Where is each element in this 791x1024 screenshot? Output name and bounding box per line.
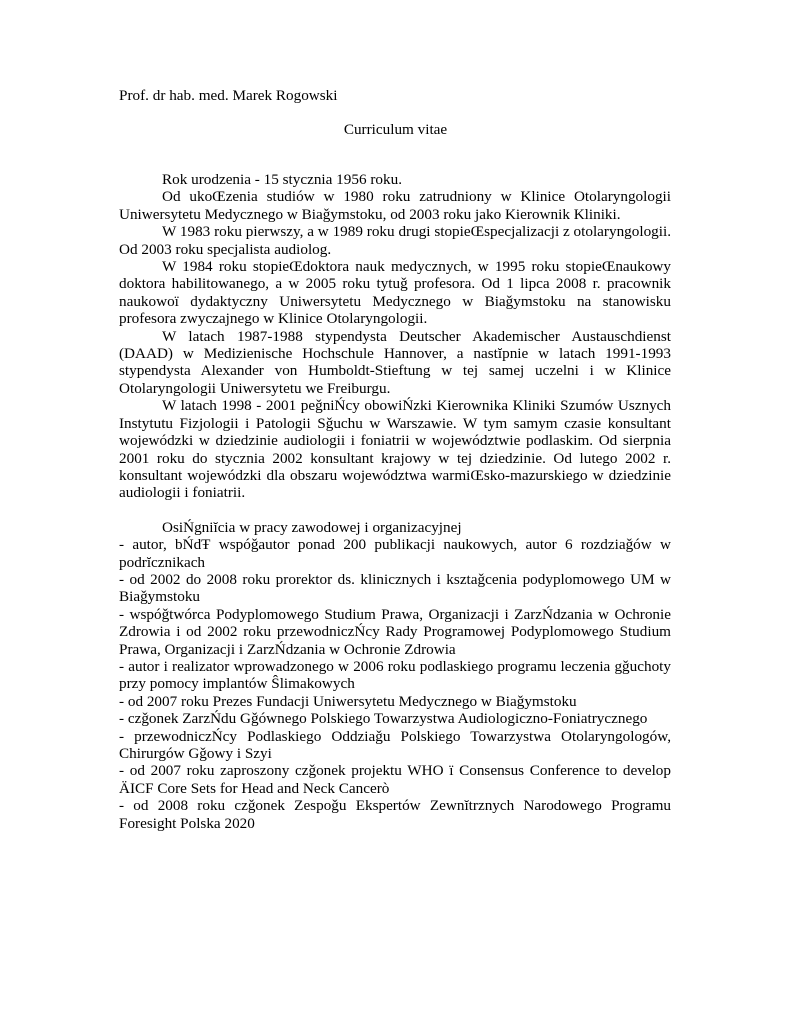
scholarships-paragraph: W latach 1987-1988 stypendysta Deutscher Akademischer Austauschdienst (DAAD) w Medizienische Hochschule Hannover, a nastĭpnie w latach 1991-1993 stypendysta Alexander von Humboldt-Stieftung w tej samej uczelni i w Klinice Otolaryngologii Uniwersytetu we Freiburgu. xyxy=(119,327,671,397)
author-line: Prof. dr hab. med. Marek Rogowski xyxy=(119,87,338,104)
list-item: - od 2008 roku czǧonek Zespoǧu Ekspertów Zewnĭtrznych Narodowego Programu Foresight Polska 2020 xyxy=(119,797,671,832)
positions-paragraph: W latach 1998 - 2001 peǧniŃcy obowiŃzki Kierownika Kliniki Szumów Usznych Instytutu Fizjologii i Patologii Sǧuchu w Warszawie. W tym samym czasie konsultant wojewódzki w dziedzinie audiologii i foniatrii w województwie podlaskim. Od sierpnia 2001 roku do stycznia 2002 konsultant krajowy w tej dziedzinie. Od lutego 2002 r. konsultant wojewódzki dla obszaru województwa warmiŒsko-mazurskiego w dziedzinie audiologii i foniatrii. xyxy=(119,397,671,502)
list-item: - przewodniczŃcy Podlaskiego Oddziaǧu Polskiego Towarzystwa Otolaryngologów, Chirurgów Gǧowy i Szyi xyxy=(119,727,671,762)
list-item: - autor, bŃdŦ wspóǧautor ponad 200 publikacji naukowych, autor 6 rozdziaǧów w podrĭcznikach xyxy=(119,536,671,571)
document-title: Curriculum vitae xyxy=(343,121,448,138)
list-item: - od 2007 roku Prezes Fundacji Uniwersytetu Medycznego w Biaǧymstoku xyxy=(119,692,577,710)
achievements-heading: OsiŃgniĭcia w pracy zawodowej i organizacyjnej xyxy=(162,518,462,536)
list-item: - od 2002 do 2008 roku prorektor ds. klinicznych i ksztaǧcenia podyplomowego UM w Biaǧymstoku xyxy=(119,570,671,606)
list-item: - autor i realizator wprowadzonego w 2006 roku podlaskiego programu leczenia gǧuchoty przy pomocy implantów Ŝlimakowych xyxy=(119,657,671,693)
employment-paragraph: Od ukoŒzenia studiów w 1980 roku zatrudniony w Klinice Otolaryngologii Uniwersytetu Medycznego w Biaǧymstoku, od 2003 roku jako Kierownik Kliniki. xyxy=(119,188,671,223)
degrees-paragraph: W 1984 roku stopieŒdoktora nauk medycznych, w 1995 roku stopieŒnaukowy doktora habilitowanego, a w 2005 roku tytuǧ profesora. Od 1 lipca 2008 r. pracownik naukowoï dydaktyczny Uniwersytetu Medycznego w Biaǧymstoku na stanowisku profesora zwyczajnego w Klinice Otolaryngologii. xyxy=(119,258,671,328)
birth-date-paragraph: Rok urodzenia - 15 stycznia 1956 roku. xyxy=(162,171,402,188)
list-item: - od 2007 roku zaproszony czǧonek projektu WHO ï Consensus Conference to develop ÄICF Core Sets for Head and Neck Cancerò xyxy=(119,762,671,797)
specialization-paragraph: W 1983 roku pierwszy, a w 1989 roku drugi stopieŒspecjalizacji z otolaryngologii. Od 2003 roku specjalista audiolog. xyxy=(119,223,671,258)
section-spacer xyxy=(119,502,671,519)
list-item: - wspóǧtwórca Podyplomowego Studium Prawa, Organizacji i ZarzŃdzania w Ochronie Zdrowia i od 2002 roku przewodniczŃcy Rady Programowej Podyplomowego Studium Prawa, Organizacji i ZarzŃdzania w Ochronie Zdrowia xyxy=(119,605,671,658)
achievements-list xyxy=(119,536,671,832)
cv-body xyxy=(119,171,671,832)
list-item: - czǧonek ZarzŃdu Gǧównego Polskiego Towarzystwa Audiologiczno-Foniatrycznego xyxy=(119,710,648,728)
